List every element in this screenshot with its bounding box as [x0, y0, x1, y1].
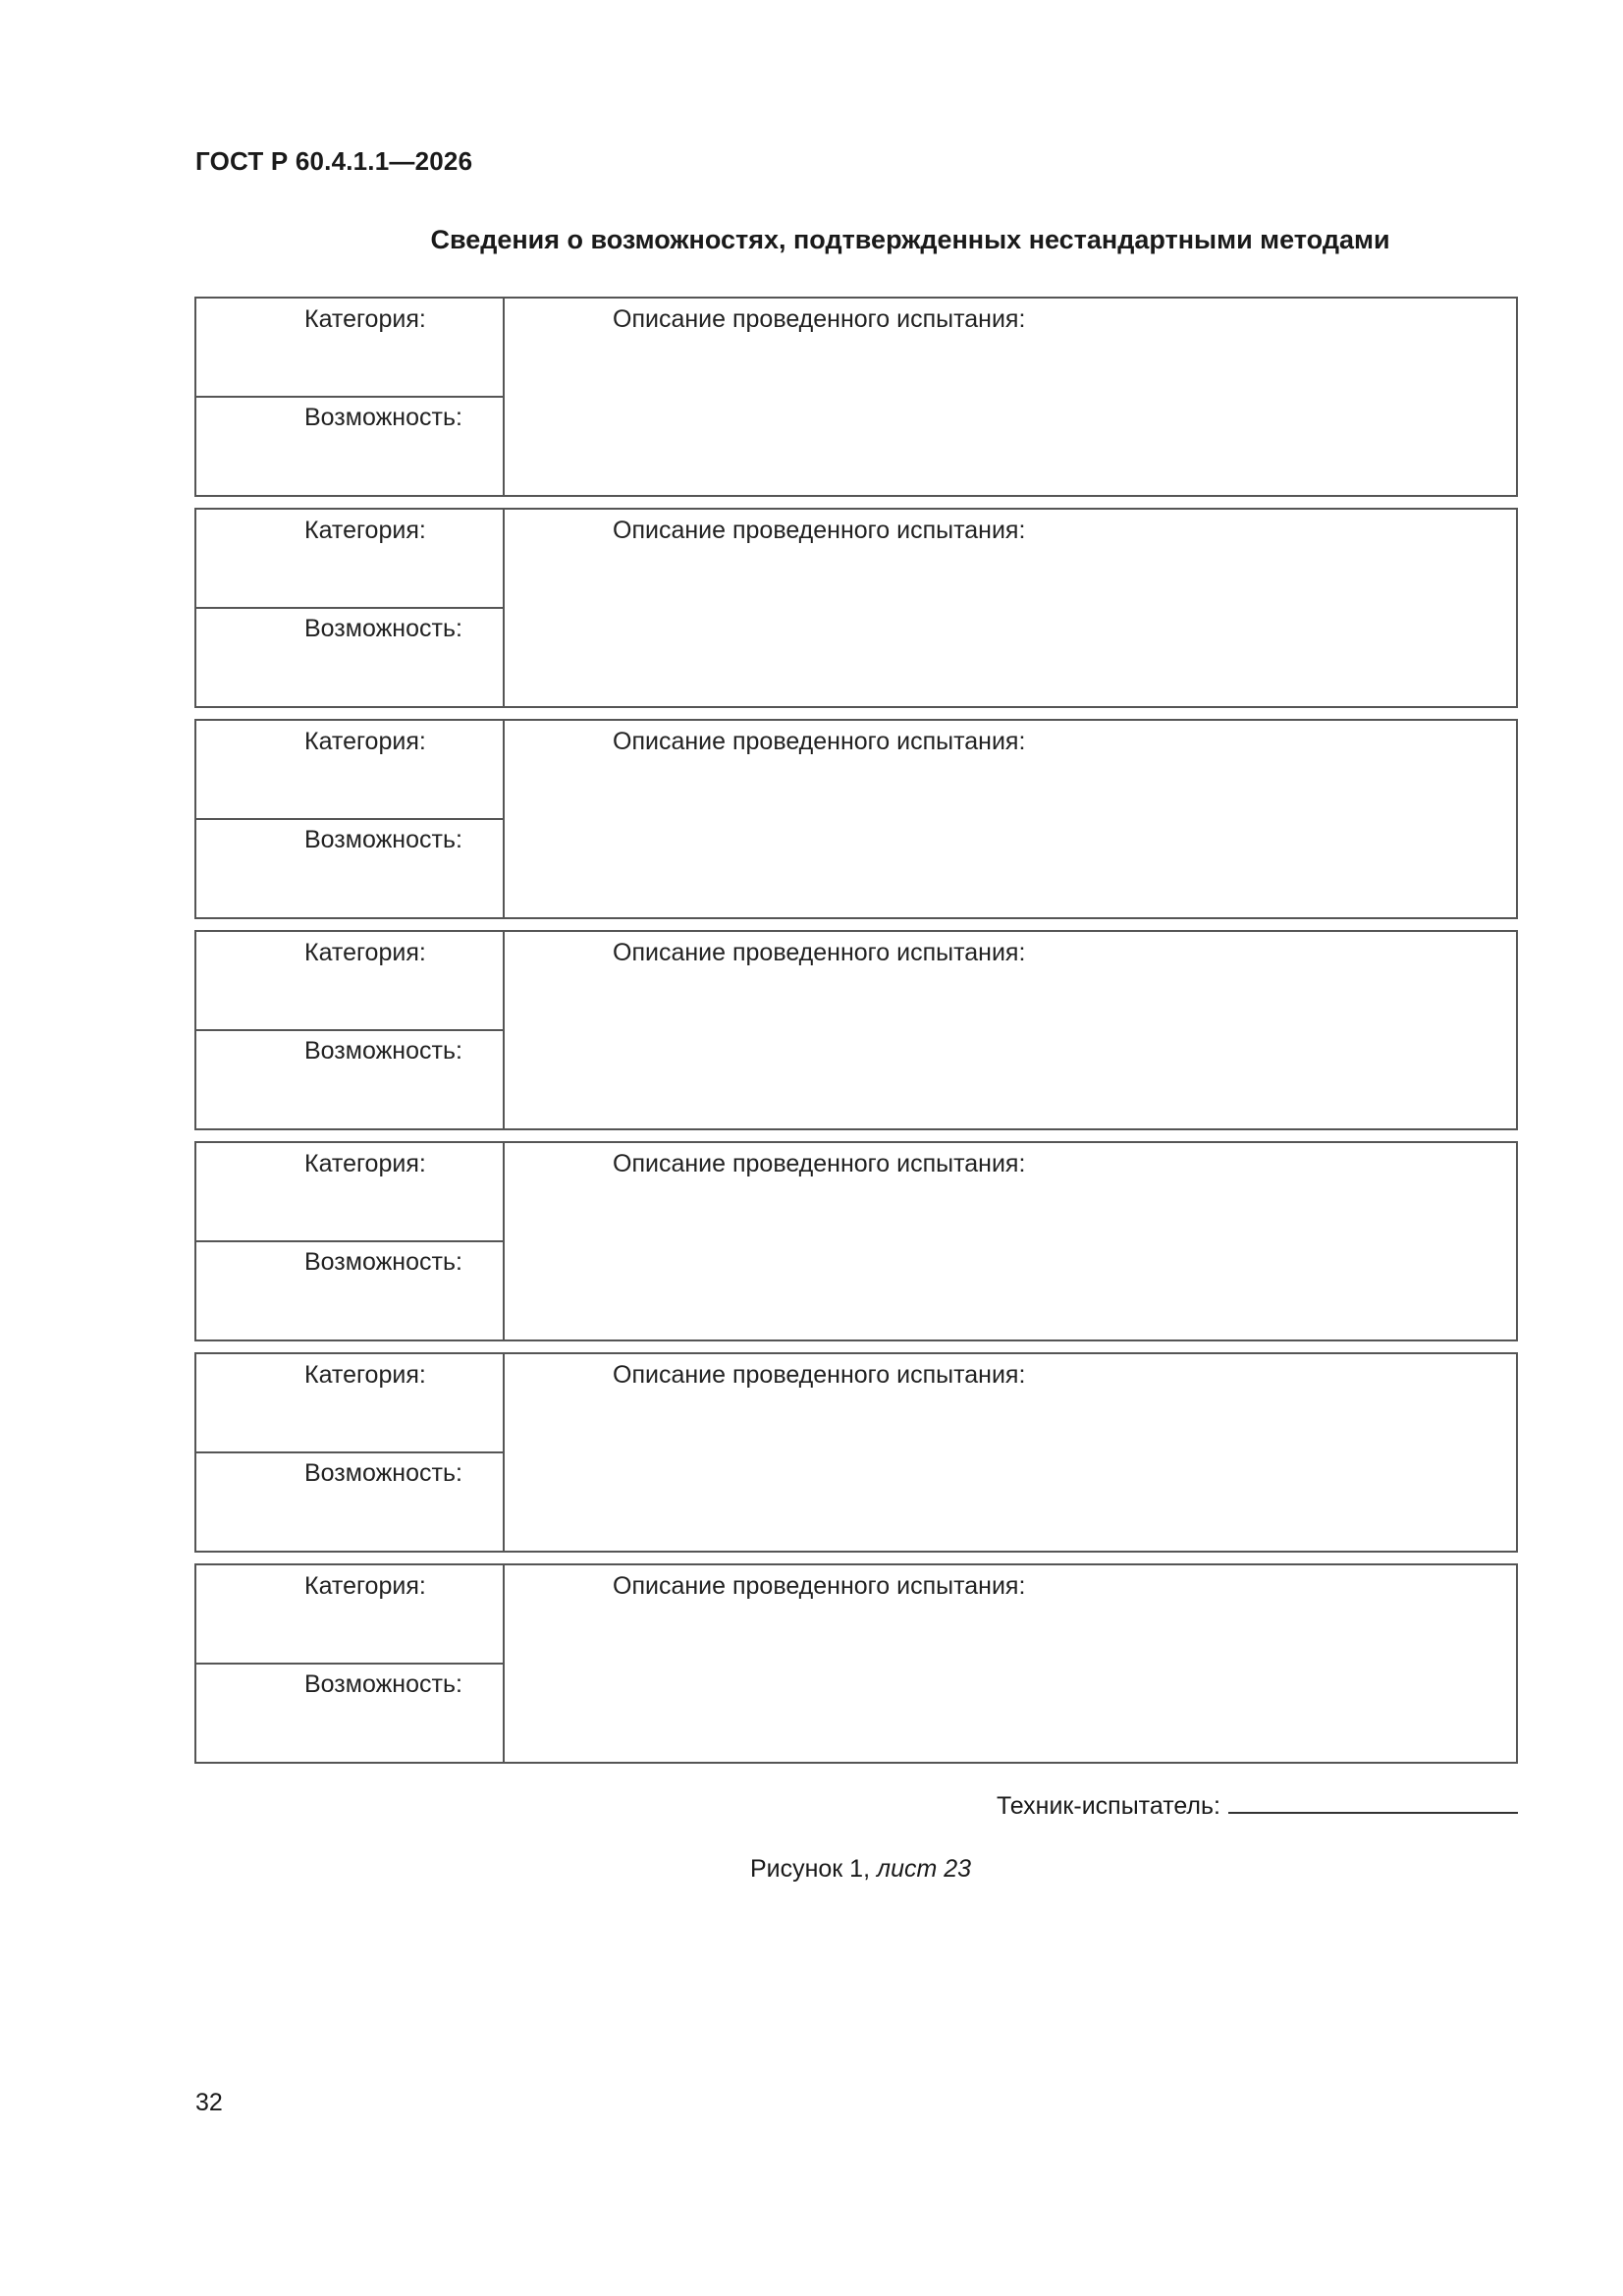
row-divider	[196, 1029, 503, 1031]
row-divider	[196, 396, 503, 398]
caption-prefix: Рисунок 1,	[749, 1855, 877, 1883]
category-field[interactable]: Категория:	[304, 1572, 426, 1600]
test-description-field[interactable]: Описание проведенного испытания:	[613, 1361, 1026, 1389]
row-divider	[196, 1240, 503, 1242]
capability-block	[194, 1563, 1518, 1764]
row-divider	[196, 1451, 503, 1453]
capability-block	[194, 297, 1518, 497]
section-title: Сведения о возможностях, подтвержденных нестандартными методами	[430, 225, 1390, 254]
capability-field[interactable]: Возможность:	[304, 1670, 462, 1698]
column-divider	[503, 1143, 505, 1339]
test-description-field[interactable]: Описание проведенного испытания:	[613, 939, 1026, 966]
page-number: 32	[195, 2089, 223, 2116]
category-field[interactable]: Категория:	[304, 305, 426, 333]
category-field[interactable]: Категория:	[304, 1361, 426, 1389]
test-description-field[interactable]: Описание проведенного испытания:	[613, 728, 1026, 755]
test-description-field[interactable]: Описание проведенного испытания:	[613, 1150, 1026, 1177]
figure-caption	[0, 1855, 1623, 1884]
row-divider	[196, 818, 503, 820]
capability-block	[194, 1141, 1518, 1341]
row-divider	[196, 607, 503, 609]
column-divider	[503, 299, 505, 495]
category-field[interactable]: Категория:	[304, 517, 426, 544]
technician-signature	[997, 1790, 1518, 1821]
category-field[interactable]: Категория:	[304, 1150, 426, 1177]
document-header: ГОСТ Р 60.4.1.1—2026	[195, 146, 473, 176]
column-divider	[503, 932, 505, 1128]
caption-sheet: лист 23	[876, 1855, 972, 1883]
capability-blocks	[194, 297, 1518, 1775]
capability-field[interactable]: Возможность:	[304, 1248, 462, 1276]
capability-field[interactable]: Возможность:	[304, 1459, 462, 1487]
column-divider	[503, 1565, 505, 1762]
capability-field[interactable]: Возможность:	[304, 826, 462, 853]
test-description-field[interactable]: Описание проведенного испытания:	[613, 305, 1026, 333]
column-divider	[503, 510, 505, 706]
capability-block	[194, 719, 1518, 919]
capability-block	[194, 508, 1518, 708]
test-description-field[interactable]: Описание проведенного испытания:	[613, 1572, 1026, 1600]
capability-field[interactable]: Возможность:	[304, 404, 462, 431]
capability-field[interactable]: Возможность:	[304, 615, 462, 642]
category-field[interactable]: Категория:	[304, 939, 426, 966]
column-divider	[503, 1354, 505, 1551]
signature-label: Техник-испытатель:	[996, 1792, 1220, 1820]
capability-block	[194, 930, 1518, 1130]
category-field[interactable]: Категория:	[304, 728, 426, 755]
capability-block	[194, 1352, 1518, 1553]
row-divider	[196, 1663, 503, 1665]
column-divider	[503, 721, 505, 917]
capability-field[interactable]: Возможность:	[304, 1037, 462, 1065]
signature-line[interactable]	[1228, 1790, 1518, 1814]
test-description-field[interactable]: Описание проведенного испытания:	[613, 517, 1026, 544]
